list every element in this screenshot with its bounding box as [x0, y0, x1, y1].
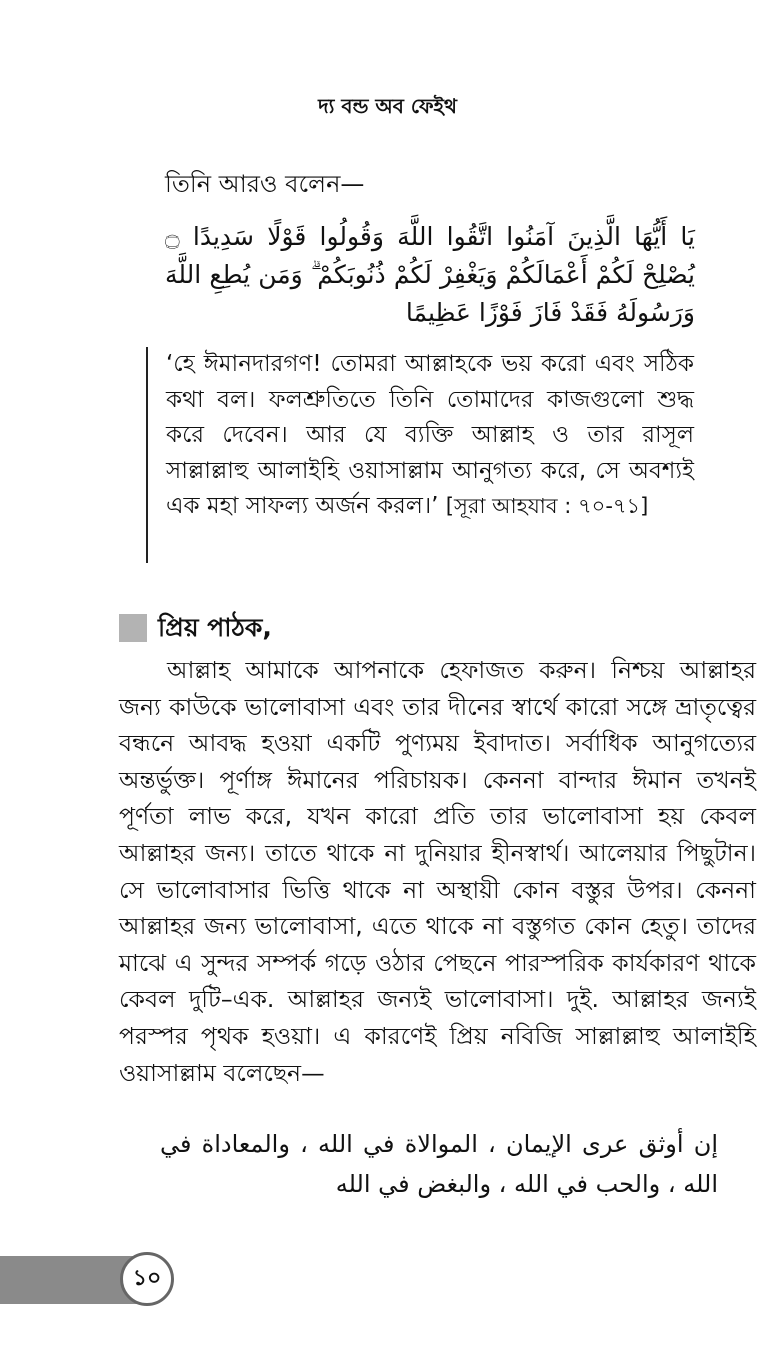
running-header: দ্য বন্ড অব ফেইথ [318, 94, 457, 118]
section-heading: প্রিয় পাঠক, [158, 613, 272, 642]
intro-text: তিনি আরও বলেন— [165, 170, 365, 198]
translation-text: ‘হে ঈমানদারগণ! তোমরা আল্লাহকে ভয় করো এবং সঠিক কথা বল। ফলশ্রুতিতে তিনি তোমাদের কাজগুলো শুদ্ধ করে দেবেন। আর যে ব্যক্তি আল্লাহ ও তার রাসূল সাল্লাল্লাহু আলাইহি ওয়াসাল্লাম আনুগত্য করে, সে অবশ্যই এক মহা সাফল্য অর্জন করল।’ [166, 351, 694, 519]
surah-reference: [সূরা আহযাব : ৭০-৭১] [445, 494, 649, 518]
translation-quote [146, 347, 694, 563]
arabic-verse: يَا أَيُّهَا الَّذِينَ آمَنُوا اتَّقُوا اللَّهَ وَقُولُوا قَوْلًا سَدِيدًا ۝ يُصْلِحْ لَكُمْ أَعْمَالَكُمْ وَيَغْفِرْ لَكُمْ ذُنُوبَكُمْ ۗ وَمَن يُطِعِ اللَّهَ وَرَسُولَهُ فَقَدْ فَازَ فَوْزًا عَظِيمًا [165, 222, 695, 327]
page-number: ১০ [120, 1252, 174, 1306]
arabic-hadith: إن أوثق عرى الإيمان ، الموالاة في الله ، والمعاداة في الله ، والحب في الله ، والبغض في الله [160, 1130, 718, 1198]
body-paragraph [119, 652, 756, 1091]
section-marker-square [119, 614, 147, 642]
body-paragraph-text: আল্লাহ আমাকে আপনাকে হেফাজত করুন। নিশ্চয় আল্লাহর জন্য কাউকে ভালোবাসা এবং তার দীনের স্বার্থে কারো সঙ্গে ভ্রাতৃত্বের বন্ধনে আবদ্ধ হওয়া একটি পুণ্যময় ইবাদাত। সর্বাধিক আনুগত্যের অন্তর্ভুক্ত। পূর্ণাঙ্গ ঈমানের পরিচায়ক। কেননা বান্দার ঈমান তখনই পূর্ণতা লাভ করে, যখন কারো প্রতি তার ভালোবাসা হয় কেবল আল্লাহর জন্য। তাতে থাকে না দুনিয়ার হীনস্বার্থ। আলেয়ার পিছুটান। সে ভালোবাসার ভিত্তি থাকে না অস্থায়ী কোন বস্তুর উপর। কেননা আল্লাহর জন্য ভালোবাসা, এতে থাকে না বস্তুগত কোন হেতু। তাদের মাঝে এ সুন্দর সম্পর্ক গড়ে ওঠার পেছনে পারস্পরিক কার্যকারণ থাকে কেবল দুটি–এক. আল্লাহর জন্যই ভালোবাসা। দুই. আল্লাহর জন্যই পরস্পর পৃথক হওয়া। এ কারণেই প্রিয় নবিজি সাল্লাল্লাহু আলাইহি ওয়াসাল্লাম বলেছেন— [119, 656, 756, 1087]
